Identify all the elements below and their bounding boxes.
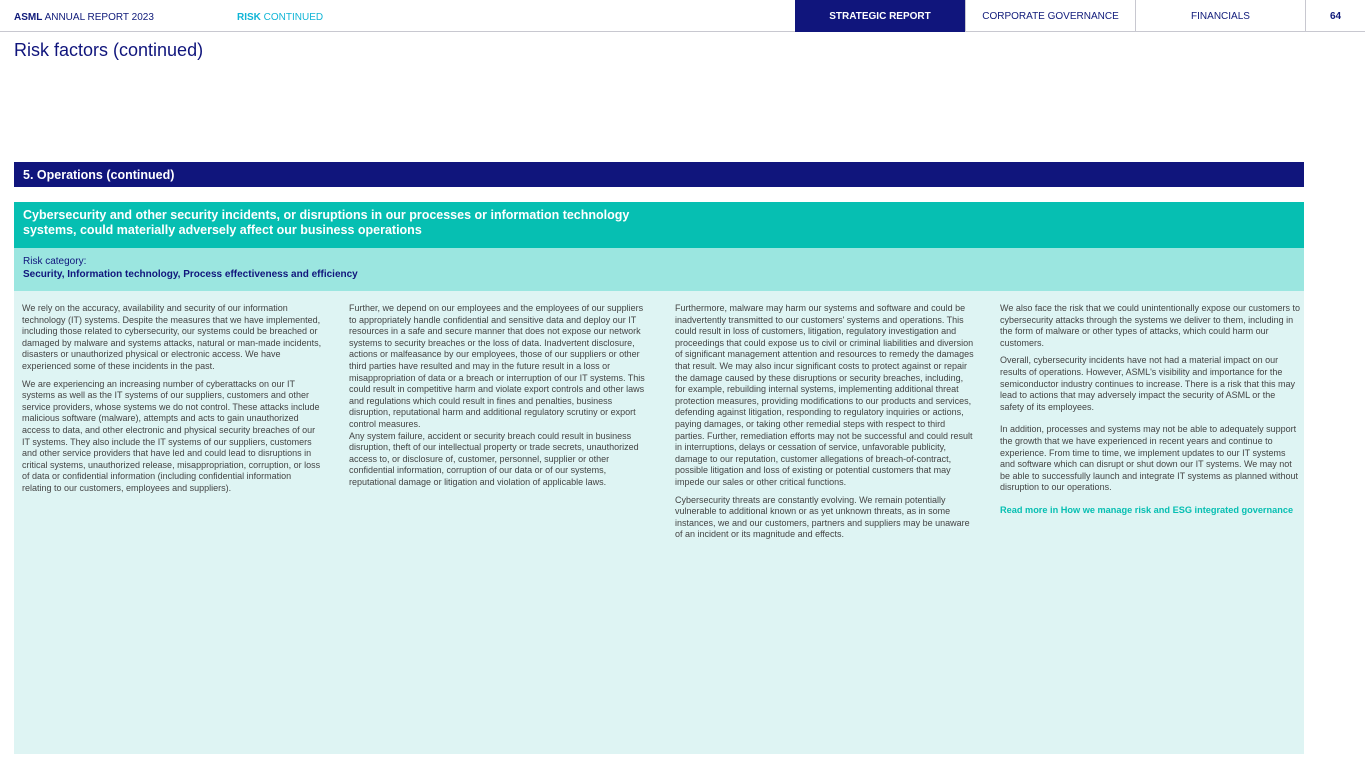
paragraph: Furthermore, malware may harm our systems and software and could be inadvertently transmitted to our customers' systems and operations. This could result in loss of customers, litigation, regulatory investigation and proceedings that could expose us to civil or criminal liabilities and diversion of significant management attention and resources to remedy the damages that result. We may also incur significant costs to protect against or repair the damage caused by these disruptions or security breaches, including, for example, rebuilding internal systems, implementing additional threat protection measures, providing modifications to our products and services, defending against litigation, responding to regulatory inquiries or actions, paying damages, or taking other remedial steps with respect to third parties. Further, remediation efforts may not be successful and could result in interruptions, delays or cessation of service, unfavorable publicity, damage to our reputation, customer allegations of breach-of-contract, possible litigation and loss of existing or potential customers that may impede our sales or other critical functions.: [675, 303, 974, 487]
risk-category-box: [14, 248, 1304, 291]
risk-category-label: Risk category:: [23, 256, 87, 267]
paragraph: We rely on the accuracy, availability and security of our information technology (IT) systems. Despite the measures that we have implemented, including those related to cybersecurity, our systems could be breached or damaged by malware and systems attacks, natural or man-made incidents, disasters or unauthorized physical or electronic access. We have experienced some of these incidents in the past.: [22, 303, 322, 371]
section-label[interactable]: [237, 12, 323, 23]
top-bar: [0, 0, 1365, 32]
nav-tab-strategic-report[interactable]: STRATEGIC REPORT: [795, 0, 965, 32]
paragraph: We also face the risk that we could unintentionally expose our customers to cybersecurity attacks through the systems we deliver to them, including in the form of malware or other types of attacks, which could harm our customers.: [1000, 303, 1300, 348]
page-number: 64: [1305, 0, 1365, 32]
brand-report-title: ANNUAL REPORT 2023: [42, 12, 154, 23]
nav-tab-financials[interactable]: FINANCIALS: [1135, 0, 1305, 32]
paragraph: Cybersecurity threats are constantly evolving. We remain potentially vulnerable to additional known or as yet unknown threats, as in some instances, we and our customers, partners and suppliers may be unaware of an incident or its magnitude and effects.: [675, 494, 970, 540]
nav-tab-corporate-governance[interactable]: CORPORATE GOVERNANCE: [965, 0, 1135, 32]
read-more-link[interactable]: Read more in How we manage risk and ESG integrated governance: [1000, 504, 1294, 515]
paragraph: In addition, processes and systems may not be able to adequately support the growth that we have experienced in recent years and continue to experience. From time to time, we implement updates to our IT systems and software which can disrupt or shut down our IT systems. We may not be able to successfully launch and integrate IT systems as planned without disruption to our operations.: [1000, 424, 1299, 493]
text-column-2: [349, 303, 649, 495]
risk-body: [14, 291, 1304, 754]
risk-title-line-1: Cybersecurity and other security incidents, or disruptions in our processes or information technology: [23, 208, 630, 222]
text-column-3: [675, 303, 975, 547]
text-column-4: [1000, 303, 1300, 516]
risk-category-value: Security, Information technology, Process effectiveness and efficiency: [23, 269, 358, 280]
section-suffix: CONTINUED: [260, 12, 324, 23]
section-heading-bar: 5. Operations (continued): [14, 162, 1304, 187]
paragraph: Any system failure, accident or security breach could result in business disruption, theft of our intellectual property or trade secrets, unauthorized access to, or disclosure of, customer, personnel, supplier or other confidential information, corruption of our data or of our systems, reputational damage or litigation and violation of applicable laws.: [349, 430, 639, 487]
report-brand[interactable]: [14, 12, 154, 23]
paragraph: Overall, cybersecurity incidents have not had a material impact on our results of operations. However, ASML's visibility and importance for the semiconductor industry continues to increase. There is a risk that this may lead to actions that may adversely impact the security of ASML or the safety of its employees.: [1000, 355, 1295, 412]
section-name: RISK: [237, 12, 261, 23]
risk-title-line-2: systems, could materially adversely affect our business operations: [23, 223, 422, 237]
page-title: Risk factors (continued): [14, 40, 204, 60]
brand-name: ASML: [14, 12, 43, 23]
text-column-1: [22, 303, 322, 501]
risk-title-box: [14, 202, 1304, 248]
paragraph: We are experiencing an increasing number of cyberattacks on our IT systems as well as the IT systems of our suppliers, customers and other service providers, whose systems we do not control. These attacks include malicious software (malware), attempts and acts to gain unauthorized access to data, and other electronic and physical security breaches of our IT systems. They also include the IT systems of our suppliers, customers and other service providers that have led and could lead to disruptions in critical systems, unauthorized release, misappropriation, corruption, or loss of data or confidential information (including confidential information relating to our customers, employees and suppliers).: [22, 378, 321, 493]
paragraph: Further, we depend on our employees and the employees of our suppliers to appropriately handle confidential and sensitive data and deploy our IT resources in a safe and secure manner that does not expose our network systems to security breaches or the loss of data. Inadvertent disclosure, actions or malfeasance by our employees, those of our suppliers or other third parties have resulted and may in the future result in a loss or misappropriation of data or a breach or interruption of our IT systems. This could result in competitive harm and violate export controls and other laws and regulations which could result in fines and penalties, business disruption, reputational harm and additional regulatory scrutiny or export control measures.: [349, 303, 645, 429]
